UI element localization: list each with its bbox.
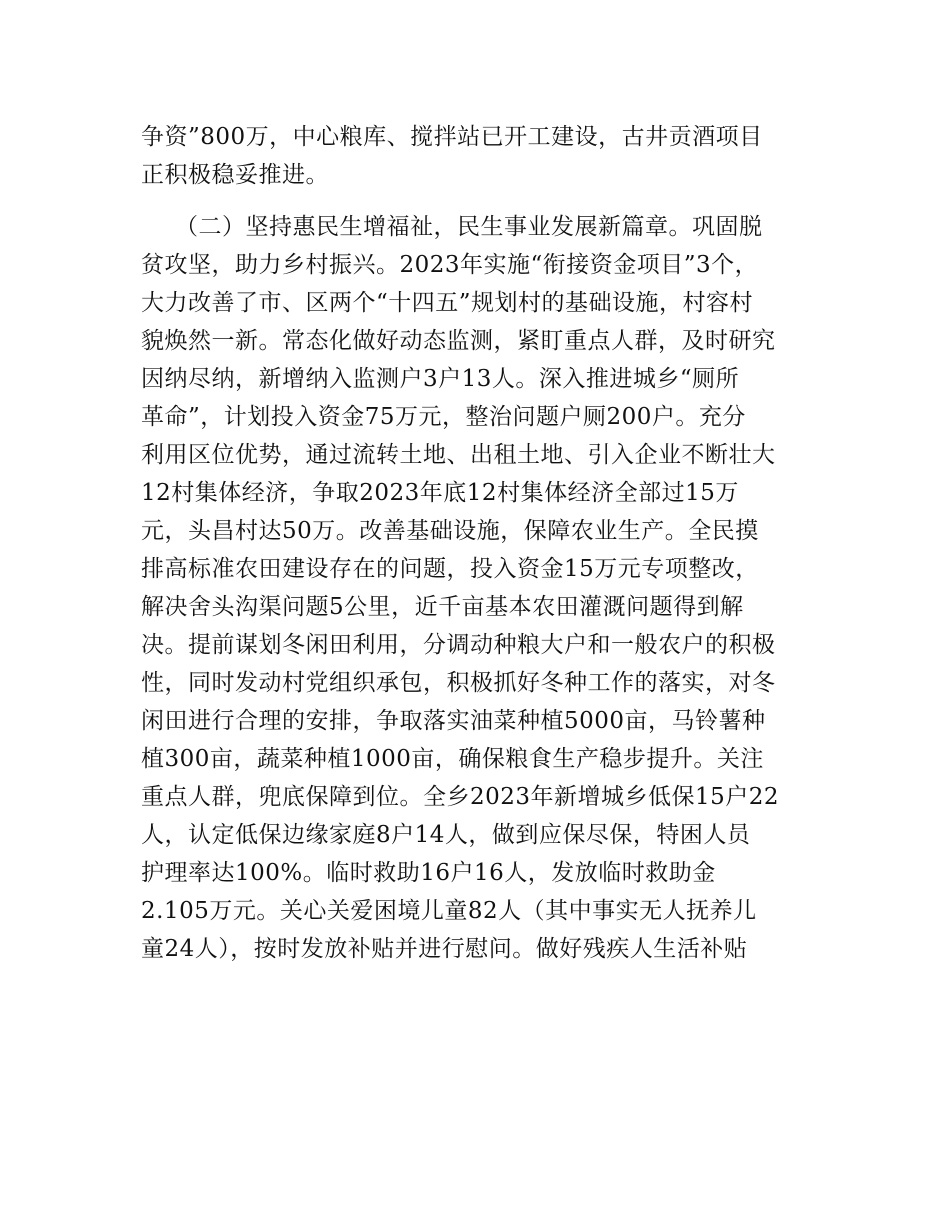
paragraph-line: 人，认定低保边缘家庭8户14人，做到应保尽保，特困人员 bbox=[141, 822, 751, 848]
paragraph-line: 元，头昌村达50万。改善基础设施，保障农业生产。全民摸 bbox=[141, 518, 759, 544]
paragraph-1 bbox=[141, 118, 813, 194]
paragraph-line: （二）坚持惠民生增福祉，民生事业发展新篇章。巩固脱 bbox=[175, 214, 763, 240]
paragraph-line: 童24人），按时发放补贴并进行慰问。做好残疾人生活补贴 bbox=[141, 936, 748, 962]
paragraph-line: 因纳尽纳，新增纳入监测户3户13人。深入推进城乡“厕所 bbox=[141, 366, 740, 392]
paragraph-2 bbox=[141, 208, 813, 968]
paragraph-line: 闲田进行合理的安排，争取落实油菜种植5000亩，马铃薯种 bbox=[141, 708, 766, 734]
paragraph-line: 革命”，计划投入资金75万元，整治问题户厕200户。充分 bbox=[141, 404, 746, 430]
paragraph-line: 利用区位优势，通过流转土地、出租土地、引入企业不断壮大 bbox=[141, 442, 776, 468]
paragraph-line: 争资”800万，中心粮库、搅拌站已开工建设，古井贡酒项目 bbox=[141, 124, 763, 150]
paragraph-line: 贫攻坚，助力乡村振兴。2023年实施“衔接资金项目”3个， bbox=[141, 252, 759, 278]
paragraph-line: 决。提前谋划冬闲田利用，分调动种粮大户和一般农户的积极 bbox=[141, 632, 776, 658]
paragraph-line: 大力改善了市、区两个“十四五”规划村的基础设施，村容村 bbox=[141, 290, 754, 316]
paragraph-line: 正积极稳妥推进。 bbox=[141, 162, 329, 188]
paragraph-line: 护理率达100%。临时救助16户16人，发放临时救助金 bbox=[141, 860, 716, 886]
paragraph-spacer bbox=[141, 194, 813, 208]
paragraph-line: 性，同时发动村党组织承包，积极抓好冬种工作的落实，对冬 bbox=[141, 670, 776, 696]
document-body bbox=[141, 118, 813, 968]
paragraph-line: 排高标准农田建设存在的问题，投入资金15万元专项整改， bbox=[141, 556, 759, 582]
paragraph-line: 12村集体经济，争取2023年底12村集体经济全部过15万 bbox=[141, 480, 739, 506]
paragraph-line: 植300亩，蔬菜种植1000亩，确保粮食生产稳步提升。关注 bbox=[141, 746, 764, 772]
paragraph-line: 重点人群，兜底保障到位。全乡2023年新增城乡低保15户22 bbox=[141, 784, 780, 810]
paragraph-line: 2.105万元。关心关爱困境儿童82人（其中事实无人抚养儿 bbox=[141, 898, 757, 924]
paragraph-line: 解决舍头沟渠问题5公里，近千亩基本农田灌溉问题得到解 bbox=[141, 594, 744, 620]
paragraph-line: 貌焕然一新。常态化做好动态监测，紧盯重点人群，及时研究 bbox=[141, 328, 776, 354]
